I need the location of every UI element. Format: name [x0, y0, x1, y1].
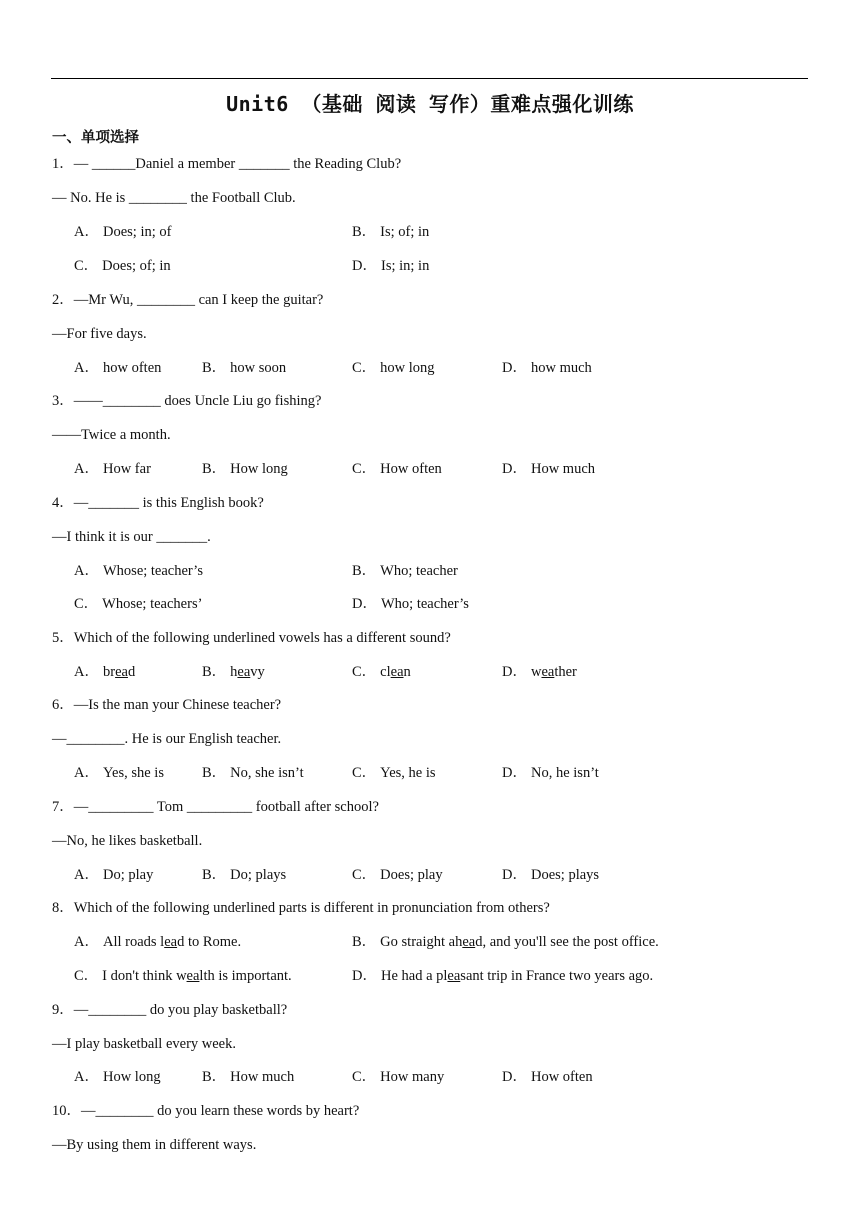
option-d[interactable]: D． Who; teacher’s: [352, 596, 469, 612]
underlined-part: ea: [164, 934, 178, 950]
option-d[interactable]: D． Is; in; in: [352, 258, 430, 274]
option-d[interactable]: D． how much: [502, 360, 592, 376]
option-c[interactable]: C． Whose; teachers’: [74, 596, 203, 612]
option-d[interactable]: D． weather: [502, 664, 577, 680]
question-stem: —________. He is our English teacher.: [52, 731, 282, 747]
option-a[interactable]: A． How long: [74, 1069, 161, 1085]
question-stem: 5．Which of the following underlined vowels has a different sound?: [52, 630, 451, 646]
option-d[interactable]: D． How often: [502, 1069, 593, 1085]
option-c[interactable]: C． Yes, he is: [352, 765, 436, 781]
option-a[interactable]: A． how often: [74, 360, 162, 376]
option-b[interactable]: B． how soon: [202, 360, 287, 376]
question-stem: —For five days.: [52, 326, 147, 342]
option-a[interactable]: A． All roads lead to Rome.: [74, 934, 242, 950]
option-b[interactable]: B． Is; of; in: [352, 224, 430, 240]
page-title: Unit6 （基础 阅读 写作）重难点强化训练: [226, 92, 634, 116]
option-c[interactable]: C． clean: [352, 664, 411, 680]
option-b[interactable]: B． Do; plays: [202, 867, 287, 883]
question-stem: —No, he likes basketball.: [52, 833, 203, 849]
option-a[interactable]: A． bread: [74, 664, 136, 680]
option-b[interactable]: B． How long: [202, 461, 288, 477]
option-a[interactable]: A． How far: [74, 461, 151, 477]
option-b[interactable]: B． heavy: [202, 664, 265, 680]
question-stem: 9．—________ do you play basketball?: [52, 1002, 288, 1018]
question-stem: 4．—_______ is this English book?: [52, 495, 264, 511]
question-stem: 2．—Mr Wu, ________ can I keep the guitar?: [52, 292, 324, 308]
option-a[interactable]: A． Yes, she is: [74, 765, 164, 781]
section-heading: 一、单项选择: [52, 130, 139, 146]
underlined-part: ea: [237, 664, 251, 680]
underlined-part: ea: [447, 968, 461, 984]
question-stem: 8．Which of the following underlined parts is different in pronunciation from others?: [52, 900, 550, 916]
underlined-part: ea: [186, 968, 200, 984]
option-b[interactable]: B． Go straight ahead, and you'll see the post office.: [352, 934, 659, 950]
question-stem: —I play basketball every week.: [52, 1036, 236, 1052]
option-b[interactable]: B． How much: [202, 1069, 295, 1085]
option-d[interactable]: D． He had a pleasant trip in France two years ago.: [352, 968, 654, 984]
header-rule: [51, 78, 808, 79]
option-a[interactable]: A． Whose; teacher’s: [74, 563, 203, 579]
question-stem: —I think it is our _______.: [52, 529, 211, 545]
question-stem: — No. He is ________ the Football Club.: [52, 190, 296, 206]
question-stem: 3．——________ does Uncle Liu go fishing?: [52, 393, 322, 409]
option-c[interactable]: C． how long: [352, 360, 435, 376]
option-c[interactable]: C． Does; play: [352, 867, 443, 883]
option-c[interactable]: C． How often: [352, 461, 442, 477]
option-b[interactable]: B． No, she isn’t: [202, 765, 304, 781]
question-stem: 1．— ______Daniel a member _______ the Reading Club?: [52, 156, 402, 172]
option-a[interactable]: A． Do; play: [74, 867, 154, 883]
underlined-part: ea: [541, 664, 555, 680]
option-c[interactable]: C． I don't think wealth is important.: [74, 968, 292, 984]
question-stem: 10．—________ do you learn these words by heart?: [52, 1103, 360, 1119]
option-b[interactable]: B． Who; teacher: [352, 563, 458, 579]
underlined-part: ea: [462, 934, 476, 950]
underlined-part: ea: [115, 664, 128, 680]
underlined-part: ea: [390, 664, 404, 680]
question-stem: —By using them in different ways.: [52, 1137, 257, 1153]
option-d[interactable]: D． No, he isn’t: [502, 765, 599, 781]
option-d[interactable]: D． How much: [502, 461, 596, 477]
question-stem: 6．—Is the man your Chinese teacher?: [52, 697, 282, 713]
option-c[interactable]: C． How many: [352, 1069, 445, 1085]
option-c[interactable]: C． Does; of; in: [74, 258, 171, 274]
question-stem: ——Twice a month.: [52, 427, 171, 443]
option-a[interactable]: A． Does; in; of: [74, 224, 172, 240]
option-d[interactable]: D． Does; plays: [502, 867, 600, 883]
question-stem: 7．—_________ Tom _________ football after school?: [52, 799, 379, 815]
